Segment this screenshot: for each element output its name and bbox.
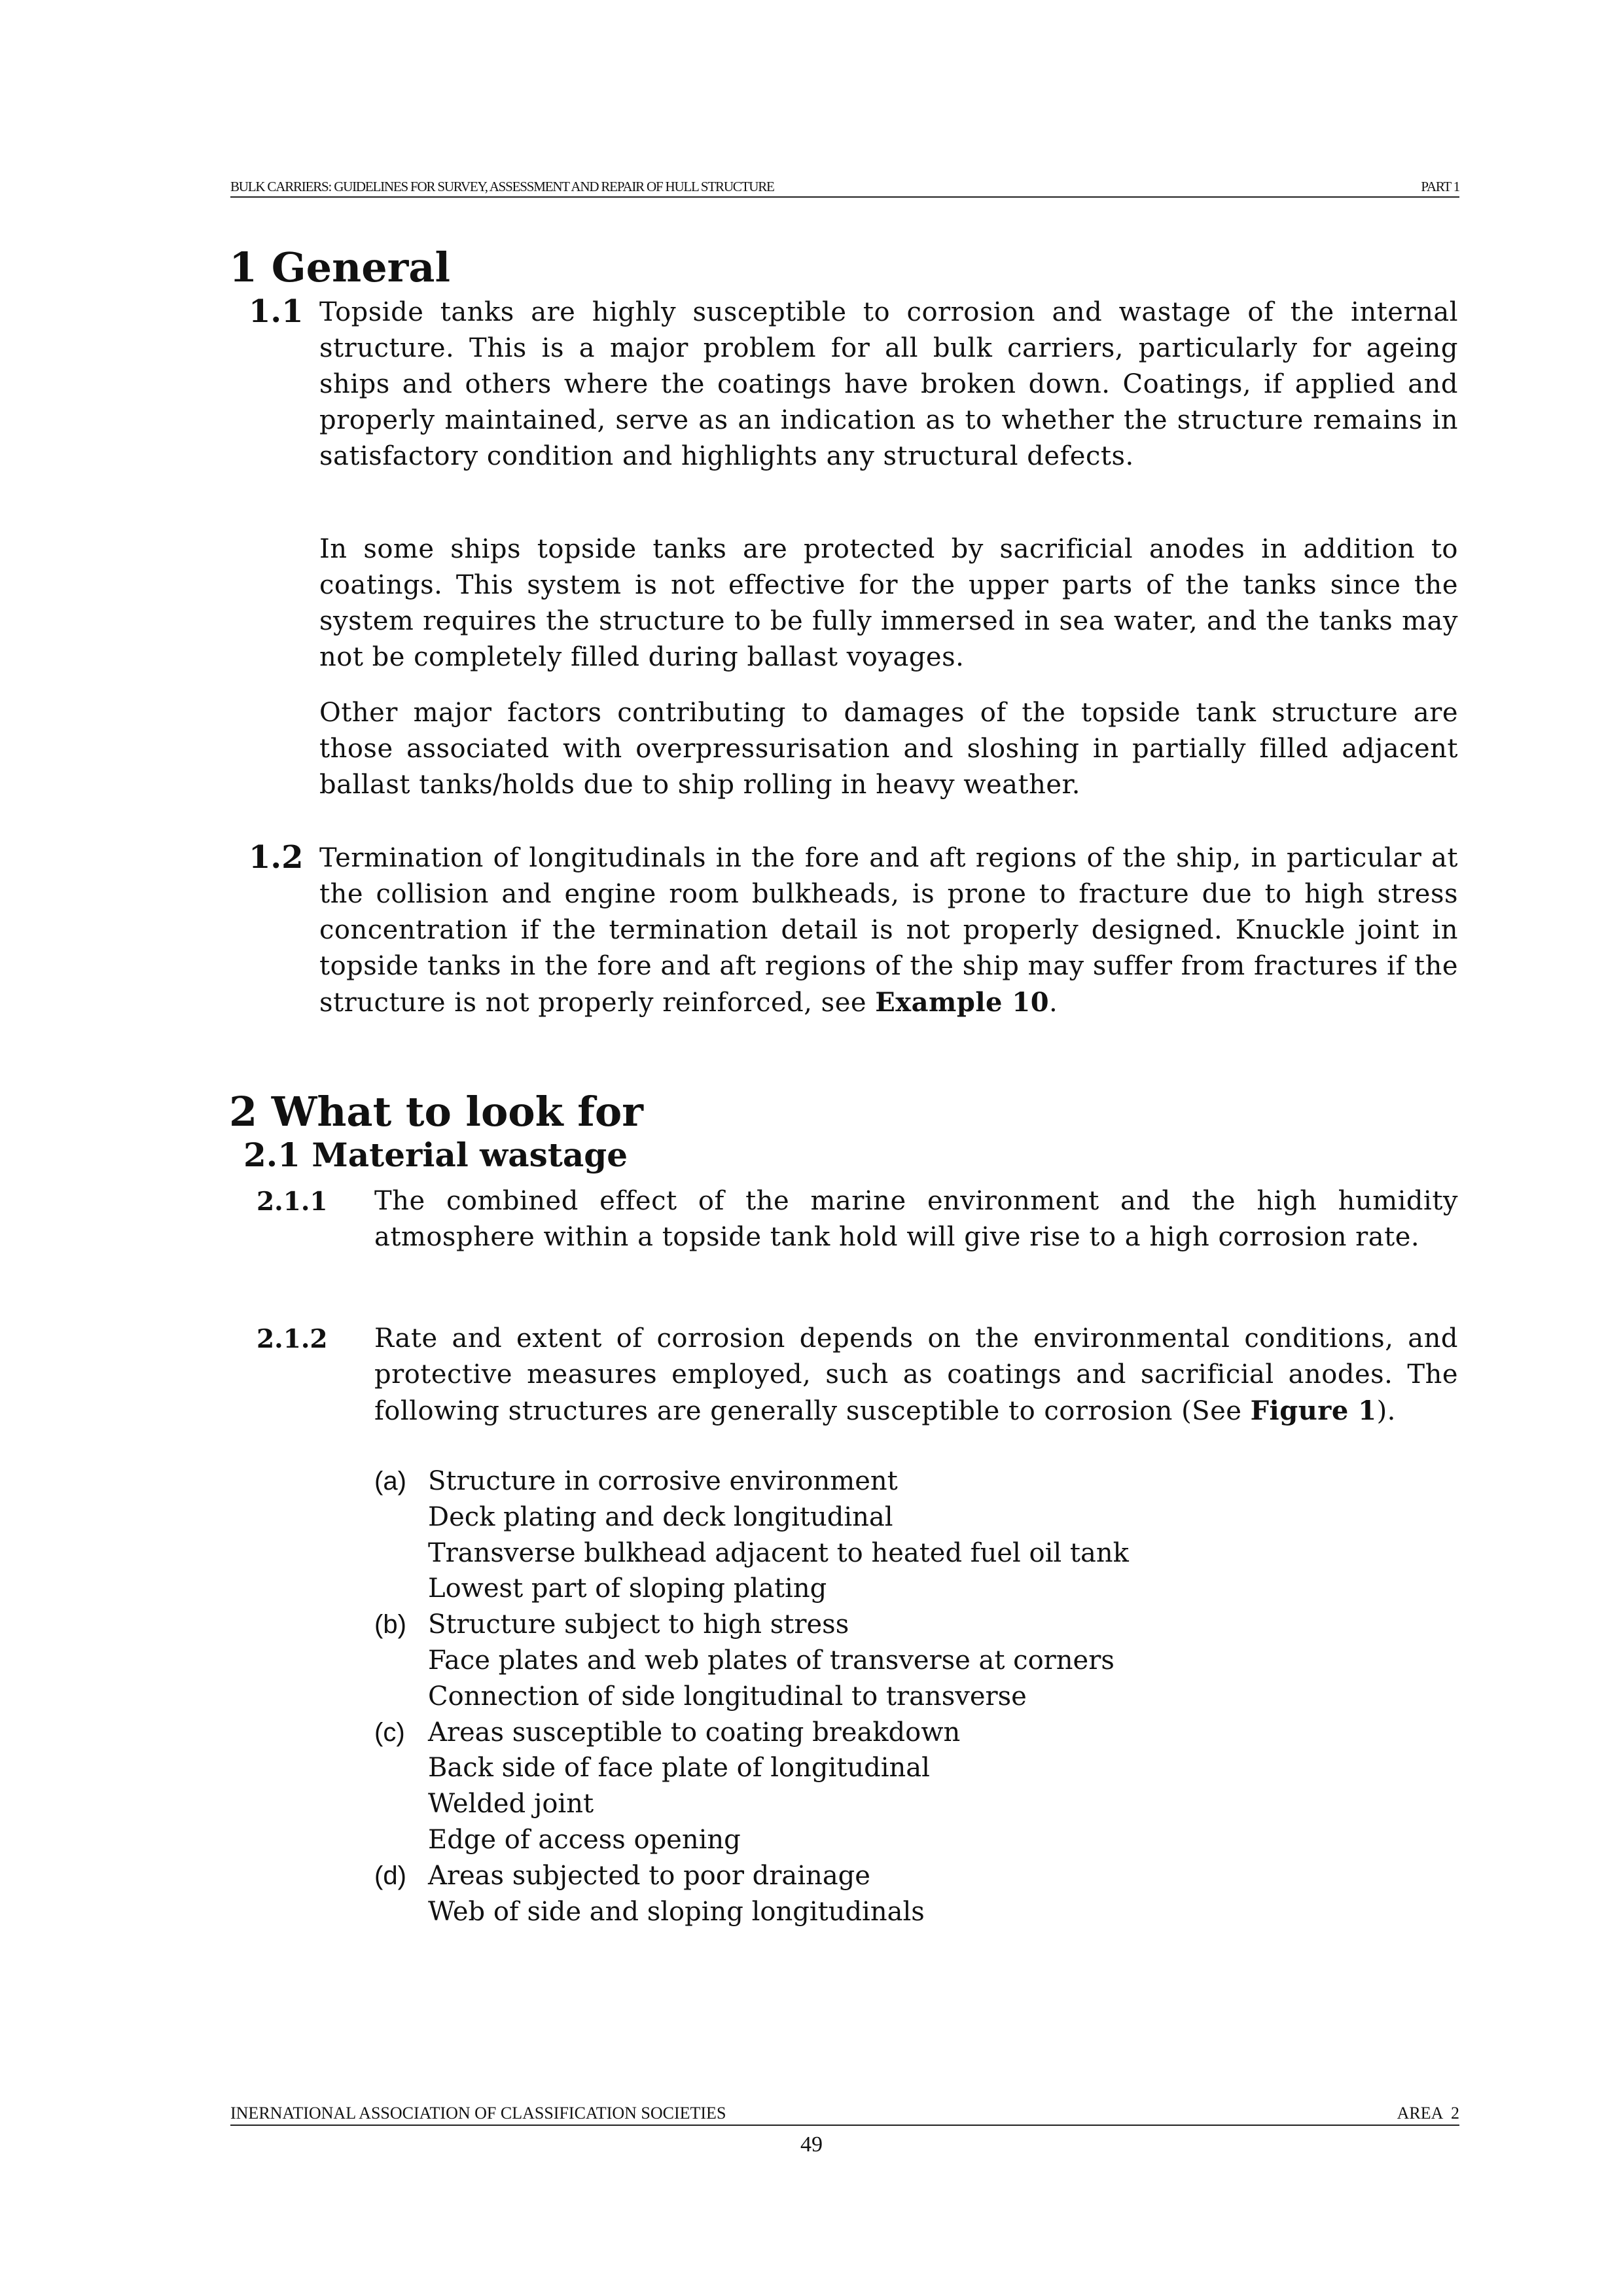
section-1-2-end: . [1049, 988, 1058, 1018]
section-1-2-paragraph [319, 840, 1458, 1021]
list-item [374, 1858, 1448, 1894]
section-1-title: 1 General [229, 243, 451, 291]
running-footer [230, 2105, 1459, 2126]
list-item-heading: Areas susceptible to coating breakdown [428, 1717, 961, 1748]
header-title: BULK CARRIERS: GUIDELINES FOR SURVEY, ASSESSMENT AND REPAIR OF HULL STRUCTURE [230, 179, 774, 194]
section-1-1-paragraph-3: Other major factors contributing to damages of the topside tank structure are those associated with overpressurisation and sloshing in partially filled adjacent ballast tanks/holds due to ship rolling in heavy weather. [319, 698, 1458, 800]
footer-organization: INERNATIONAL ASSOCIATION OF CLASSIFICATION SOCIETIES [230, 2104, 726, 2123]
list-item [374, 1463, 1448, 1499]
section-2-1-title: 2.1 Material wastage [243, 1136, 628, 1174]
list-item [374, 1715, 1448, 1751]
list-item-heading: Structure in corrosive environment [428, 1466, 898, 1496]
figure-1-reference: Figure 1 [1250, 1395, 1377, 1426]
list-item-heading: Areas subjected to poor drainage [428, 1860, 870, 1891]
footer-area: AREA 2 [1397, 2104, 1459, 2123]
list-subitem: Web of side and sloping longitudinals [428, 1896, 925, 1927]
section-2-1-2-end: ). [1376, 1396, 1396, 1426]
section-1-2-text: Termination of longitudinals in the fore and aft regions of the ship, in particular at the collision and engine room bulkheads, is prone to fracture due to high stress concentration if the termination detail is not properly designed. Knuckle joint in topside tanks in the fore and aft regions of the ship may suffer from fractures if the structure is not properly reinforced, see [319, 843, 1458, 1018]
list-subitem: Edge of access opening [428, 1824, 741, 1855]
section-2-title: 2 What to look for [229, 1088, 643, 1136]
list-item [374, 1607, 1448, 1643]
header-part: PART 1 [1421, 179, 1459, 194]
section-2-1-1-paragraph: The combined effect of the marine environment and the high humidity atmosphere within a topside tank hold will give rise to a high corrosion rate. [374, 1186, 1458, 1252]
list-item-label: (d) [374, 1861, 406, 1890]
list-subitem: Connection of side longitudinal to transverse [428, 1681, 1027, 1712]
section-2-1-2-text: Rate and extent of corrosion depends on the environmental conditions, and protective measures employed, such as coatings and sacrificial anodes. The following structures are generally susceptible to corrosion (See [374, 1323, 1458, 1426]
section-1-1-number: 1.1 [249, 293, 304, 330]
section-1-1-paragraph-2: In some ships topside tanks are protected by sacrificial anodes in addition to coatings. This system is not effective for the upper parts of the tanks since the system requires the structure to be fully immersed in sea water, and the tanks may not be completely filled during ballast voyages. [319, 534, 1458, 672]
list-subitem: Transverse bulkhead adjacent to heated fuel oil tank [428, 1537, 1129, 1568]
list-subitem: Deck plating and deck longitudinal [428, 1501, 893, 1532]
section-1-2-number: 1.2 [249, 839, 304, 876]
list-item-label: (c) [374, 1717, 405, 1747]
section-2-1-2-paragraph [374, 1321, 1458, 1429]
running-header [230, 177, 1459, 198]
list-subitem: Back side of face plate of longitudinal [428, 1753, 930, 1784]
section-1-1-paragraph-1: Topside tanks are highly susceptible to corrosion and wastage of the internal structure. This is a major problem for all bulk carriers, particularly for ageing ships and others where the coatings have broken down. Coatings, if applied and properly maintained, serve as an indication as to whether the structure remains in satisfactory condition and highlights any structural defects. [319, 297, 1458, 471]
list-subitem: Face plates and web plates of transverse at corners [428, 1645, 1115, 1676]
section-2-1-2-number: 2.1.2 [257, 1324, 328, 1354]
susceptible-structures-list [374, 1463, 1448, 1929]
list-item-label: (a) [374, 1467, 406, 1496]
page-number: 49 [800, 2132, 823, 2157]
list-item-label: (b) [374, 1610, 406, 1640]
list-subitem: Lowest part of sloping plating [428, 1573, 827, 1604]
example-10-reference: Example 10 [875, 987, 1050, 1018]
section-2-1-1-number: 2.1.1 [257, 1187, 328, 1217]
list-subitem: Welded joint [428, 1789, 594, 1820]
list-item-heading: Structure subject to high stress [428, 1609, 849, 1640]
